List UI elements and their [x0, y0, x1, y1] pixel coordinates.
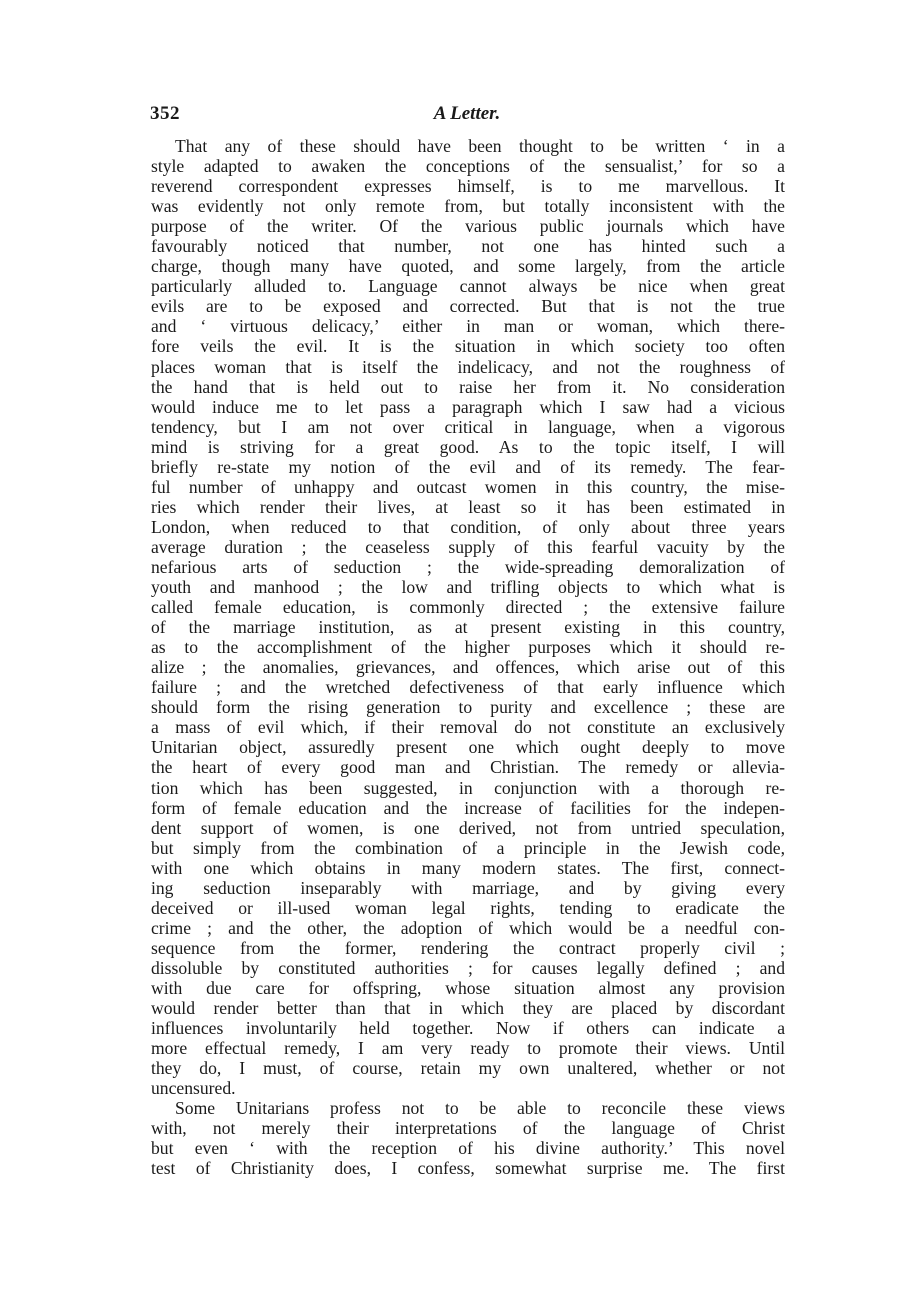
text-line: the hand that is held out to raise her from it. No consideration — [151, 376, 785, 397]
text-line: ries which render their lives, at least so it has been estimated in — [151, 496, 785, 517]
text-line: with, not merely their interpretations of the language of Christ — [151, 1118, 785, 1139]
body-text — [151, 136, 785, 1178]
text-line: crime ; and the other, the adoption of which would be a needful con- — [151, 917, 785, 938]
text-line: the heart of every good man and Christian. The remedy or allevia- — [151, 757, 785, 778]
text-line: briefly re-state my notion of the evil and of its remedy. The fear- — [151, 456, 785, 477]
text-line: evils are to be exposed and corrected. But that is not the true — [151, 296, 785, 317]
text-line: of the marriage institution, as at present existing in this country, — [151, 617, 785, 638]
text-line: That any of these should have been thought to be written ‘ in a — [175, 136, 785, 156]
text-line: dissoluble by constituted authorities ; for causes legally defined ; and — [151, 957, 785, 978]
text-line: more effectual remedy, I am very ready to promote their views. Until — [151, 1038, 785, 1059]
page-number: 352 — [150, 103, 180, 124]
text-line: deceived or ill-used woman legal rights, tending to eradicate the — [151, 897, 785, 918]
text-line: fore veils the evil. It is the situation in which society too often — [151, 336, 785, 357]
text-line: London, when reduced to that condition, of only about three years — [151, 516, 785, 537]
text-line: sequence from the former, rendering the contract properly civil ; — [151, 937, 785, 958]
text-line: failure ; and the wretched defectiveness of that early influence which — [151, 677, 785, 698]
text-line: tendency, but I am not over critical in language, when a vigorous — [151, 416, 785, 437]
text-line: as to the accomplishment of the higher purposes which it should re- — [151, 637, 785, 658]
text-line: ing seduction inseparably with marriage, and by giving every — [151, 877, 785, 898]
text-line: places woman that is itself the indelicacy, and not the roughness of — [151, 356, 785, 377]
text-line: was evidently not only remote from, but totally inconsistent with the — [151, 196, 785, 217]
text-line: would render better than that in which they are placed by discordant — [151, 998, 785, 1019]
text-line: form of female education and the increase of facilities for the indepen- — [151, 797, 785, 818]
text-line: but simply from the combination of a principle in the Jewish code, — [151, 837, 785, 858]
text-line: reverend correspondent expresses himself, is to me marvellous. It — [151, 176, 785, 197]
text-line: influences involuntarily held together. Now if others can indicate a — [151, 1018, 785, 1039]
text-line: alize ; the anomalies, grievances, and offences, which arise out of this — [151, 657, 785, 678]
text-line: particularly alluded to. Language cannot always be nice when great — [151, 276, 785, 297]
text-line: Some Unitarians profess not to be able to reconcile these views — [175, 1098, 785, 1119]
text-line: mind is striving for a great good. As to the topic itself, I will — [151, 436, 785, 457]
text-line: nefarious arts of seduction ; the wide-spreading demoralization of — [151, 556, 785, 577]
text-line: uncensured. — [151, 1078, 236, 1099]
text-line: purpose of the writer. Of the various public journals which have — [151, 216, 785, 237]
text-line: and ‘ virtuous delicacy,’ either in man or woman, which there- — [151, 316, 785, 337]
page-header — [150, 103, 784, 129]
text-line: with due care for offspring, whose situation almost any provision — [151, 977, 785, 998]
text-line: test of Christianity does, I confess, somewhat surprise me. The first — [151, 1158, 785, 1179]
text-line: should form the rising generation to purity and excellence ; these are — [151, 697, 785, 718]
text-line: style adapted to awaken the conceptions of the sensualist,’ for so a — [151, 156, 785, 177]
text-line: they do, I must, of course, retain my own unaltered, whether or not — [151, 1058, 785, 1079]
text-line: with one which obtains in many modern states. The first, connect- — [151, 857, 785, 878]
text-line: a mass of evil which, if their removal do not constitute an exclusively — [151, 717, 785, 738]
text-line: dent support of women, is one derived, not from untried speculation, — [151, 817, 785, 838]
text-line: average duration ; the ceaseless supply of this fearful vacuity by the — [151, 536, 785, 557]
text-line: charge, though many have quoted, and some largely, from the article — [151, 256, 785, 277]
text-line: Unitarian object, assuredly present one which ought deeply to move — [151, 737, 785, 758]
text-line: favourably noticed that number, not one has hinted such a — [151, 236, 785, 257]
text-line: called female education, is commonly directed ; the extensive failure — [151, 597, 785, 618]
text-line: ful number of unhappy and outcast women in this country, the mise- — [151, 476, 785, 497]
running-title: A Letter. — [433, 103, 501, 124]
text-line: tion which has been suggested, in conjunction with a thorough re- — [151, 777, 785, 798]
text-line: but even ‘ with the reception of his divine authority.’ This novel — [151, 1138, 785, 1159]
text-line: youth and manhood ; the low and trifling objects to which what is — [151, 577, 785, 598]
text-line: would induce me to let pass a paragraph which I saw had a vicious — [151, 396, 785, 417]
